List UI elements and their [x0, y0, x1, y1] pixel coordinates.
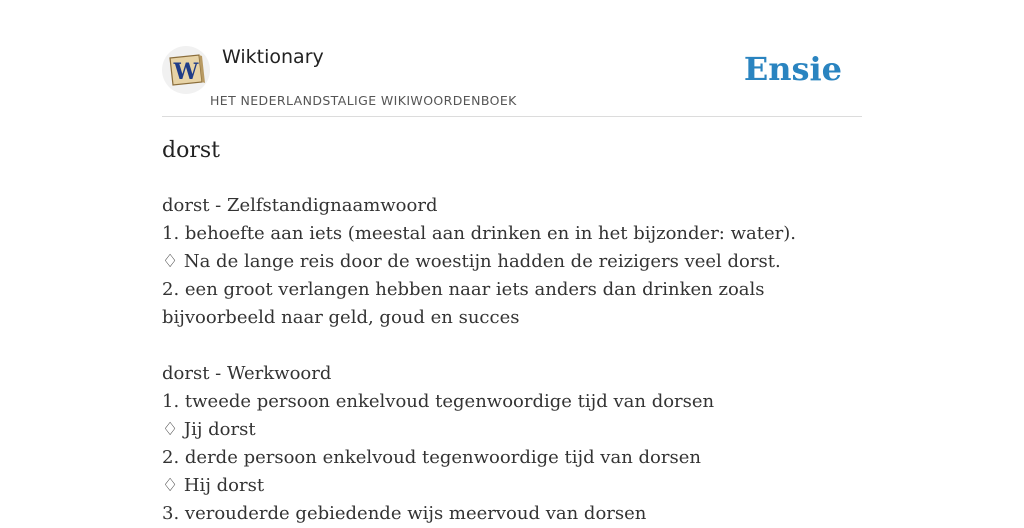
definition-content [162, 192, 862, 528]
site-tagline: HET NEDERLANDSTALIGE WIKIWOORDENBOEK [210, 93, 517, 108]
ensie-brand-link[interactable]: Ensie [743, 50, 842, 88]
definition-line: 1. behoefte aan iets (meestal aan drinken en in het bijzonder: water). [162, 223, 796, 244]
definition-line: 2. een groot verlangen hebben naar iets anders dan drinken zoals bijvoorbeeld naar geld, goud en succes [162, 279, 765, 328]
site-name[interactable]: Wiktionary [222, 46, 324, 68]
entry-heading: dorst - Werkwoord [162, 363, 332, 384]
definition-line: 2. derde persoon enkelvoud tegenwoordige tijd van dorsen [162, 447, 701, 468]
wiktionary-logo[interactable] [162, 46, 210, 94]
entry-spacer [162, 332, 862, 360]
puzzle-tile-icon [167, 53, 205, 87]
entry-heading: dorst - Zelfstandignaamwoord [162, 195, 438, 216]
entry-verb [162, 360, 862, 528]
logo-letter: W [173, 59, 199, 85]
site-header [162, 44, 862, 117]
entry-noun [162, 192, 862, 332]
example-line: ♢ Jij dorst [162, 419, 256, 440]
page-title: dorst [162, 138, 220, 163]
example-line: ♢ Hij dorst [162, 475, 265, 496]
definition-line: 1. tweede persoon enkelvoud tegenwoordige tijd van dorsen [162, 391, 715, 412]
example-line: ♢ Na de lange reis door de woestijn hadden de reizigers veel dorst. [162, 251, 781, 272]
definition-line: 3. verouderde gebiedende wijs meervoud van dorsen [162, 503, 647, 524]
